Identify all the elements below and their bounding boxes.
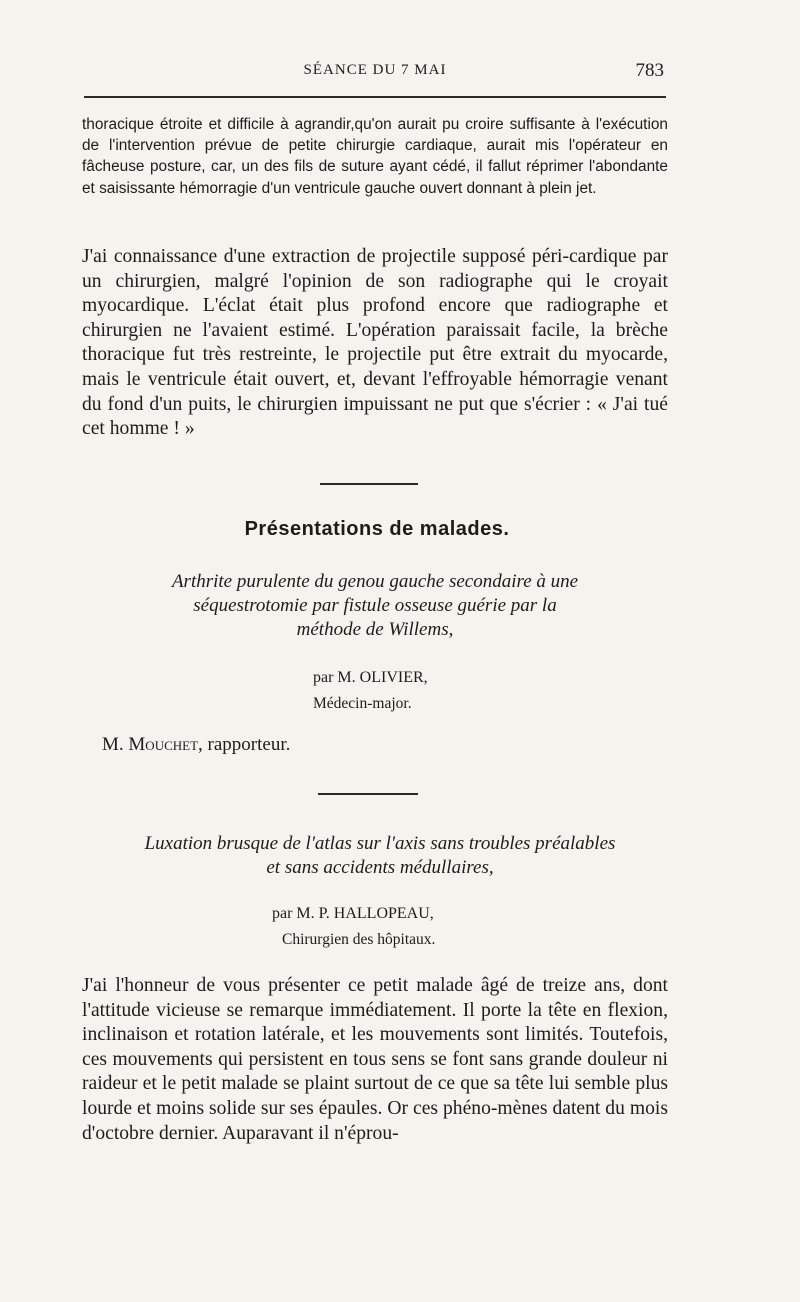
running-title: SÉANCE DU 7 MAI [303, 62, 447, 78]
presentation-divider [318, 793, 418, 795]
section-divider [320, 483, 418, 485]
presentation-1-title: Arthrite purulente du genou gauche secondaire à une séquestrotomie par fistule osseuse guérie par la méthode de Willems, [171, 571, 579, 640]
running-head [84, 60, 666, 84]
rapporteur-name: Mouchet [128, 734, 199, 755]
page-number: 783 [635, 60, 664, 81]
presentation-2-title: Luxation brusque de l'atlas sur l'axis sans troubles préalables et sans accidents médullaires, [144, 833, 616, 878]
presentation-1-byline: par M. OLIVIER, [313, 669, 428, 686]
presentation-2-byline: par M. P. HALLOPEAU, [272, 905, 434, 922]
presentation-2-affiliation: Chirurgien des hôpitaux. [282, 931, 436, 948]
presentation-2-paragraph: J'ai l'honneur de vous présenter ce petit malade âgé de treize ans, dont l'attitude vicieuse se remarque immédiatement. Il porte la tête en flexion, inclinaison et rotation latérale, et les mouvements sont limités. Toutefois, ces mouvements qui persistent en tous sens se font sans grande douleur ni raideur et le petit malade se plaint surtout de ce que sa tête lui semble plus lourde et moins solide sur ses épaules. Or ces phéno-mènes datent du mois d'octobre dernier. Auparavant il n'éprou- [82, 975, 668, 1144]
continuation-paragraph: thoracique étroite et difficile à agrandir,qu'on aurait pu croire suffisante à l'exécution de l'intervention prévue de petite chirurgie cardiaque, aurait mis l'opérateur en fâcheuse posture, car, un des fils de suture ayant cédé, il fallut réprimer l'abondante et saisissante hémorragie d'un ventricule gauche ouvert donnant à plein jet. [82, 116, 668, 197]
section-heading: Présentations de malades. [244, 518, 510, 540]
presentation-1-affiliation: Médecin-major. [313, 695, 412, 712]
header-rule [84, 96, 666, 98]
anecdote-paragraph: J'ai connaissance d'une extraction de projectile supposé péri-cardique par un chirurgien, malgré l'opinion de son radiographe qui le croyait myocardique. L'éclat était plus profond encore que radiographe et chirurgien ne l'avaient estimé. L'opération paraissait facile, la brèche thoracique fut très restreinte, le projectile put être extrait du myocarde, mais le ventricule était ouvert, et, devant l'effroyable hémorragie venant du fond d'un puits, le chirurgien impuissant ne put que s'écrier : « J'ai tué cet homme ! » [82, 246, 668, 440]
rapporteur-line: M. Mouchet, rapporteur. [102, 734, 291, 755]
